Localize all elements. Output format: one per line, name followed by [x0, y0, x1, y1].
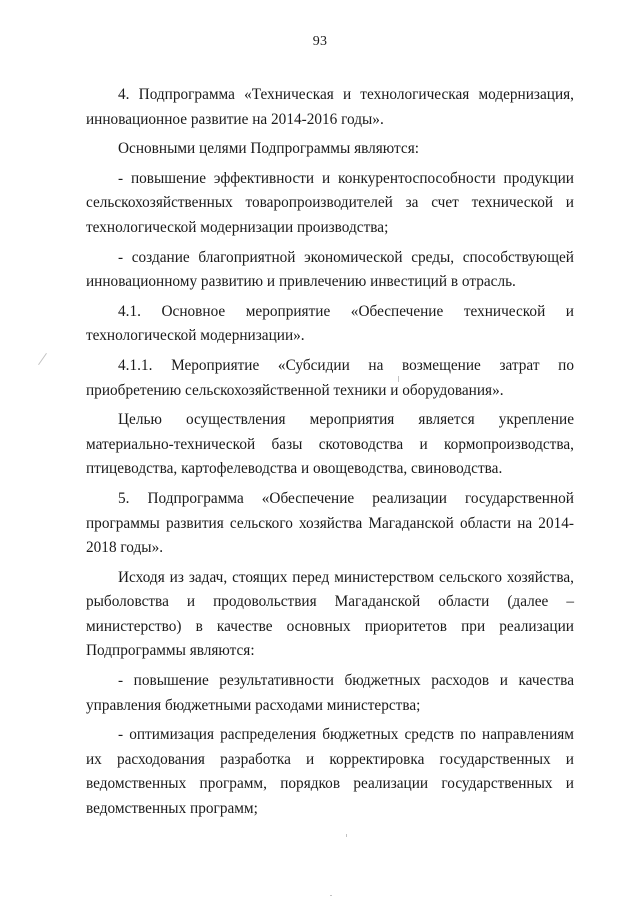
- scan-speck: [330, 895, 332, 896]
- priorities-intro: Исходя из задач, стоящих перед министерством сельского хозяйства, рыболовства и продовольствия Магаданской области (далее – министерство) в качестве основных приоритетов при реализации Подпрограммы являются:: [86, 568, 574, 660]
- scan-speck: [38, 353, 47, 365]
- goals-intro: Основными целями Подпрограммы являются:: [118, 140, 419, 158]
- subprogram-5-heading: 5. Подпрограмма «Обеспечение реализации государственной программы развития сельского хозяйства Магаданской области на 2014-2018 годы».: [86, 489, 574, 557]
- goal-item-1: - повышение эффективности и конкурентоспособности продукции сельскохозяйственных товаропроизводителей за счет технической и технологической модернизации производства;: [86, 169, 574, 236]
- activity-4-1-1: 4.1.1. Мероприятие «Субсидии на возмещение затрат по приобретению сельскохозяйственной техники и оборудования».: [86, 356, 574, 399]
- page-body: [86, 83, 574, 822]
- scan-speck: [346, 834, 347, 837]
- priority-item-1: - повышение результативности бюджетных расходов и качества управления бюджетными расходами министерства;: [86, 672, 574, 714]
- main-activity-4-1: 4.1. Основное мероприятие «Обеспечение технической и технологической модернизации».: [86, 302, 574, 345]
- subprogram-4-heading: 4. Подпрограмма «Техническая и технологическая модернизация, инновационное развитие на 2014-2016 годы».: [86, 86, 574, 128]
- scan-speck: [398, 376, 399, 382]
- goal-item-2: - создание благоприятной экономической среды, способствующей инновационному развитию и привлечению инвестиций в отрасль.: [86, 248, 574, 291]
- activity-purpose: Целью осуществления мероприятия является укрепление материально-технической базы скотоводства и кормопроизводства, птицеводства, картофелеводства и овощеводства, свиноводства.: [86, 411, 574, 478]
- page-number: 93: [312, 34, 328, 49]
- priority-item-2: - оптимизация распределения бюджетных средств по направлениям их расходования разработка и корректировка государственных и ведомственных программ, порядков реализации государственных и ведомственных программ;: [86, 726, 574, 818]
